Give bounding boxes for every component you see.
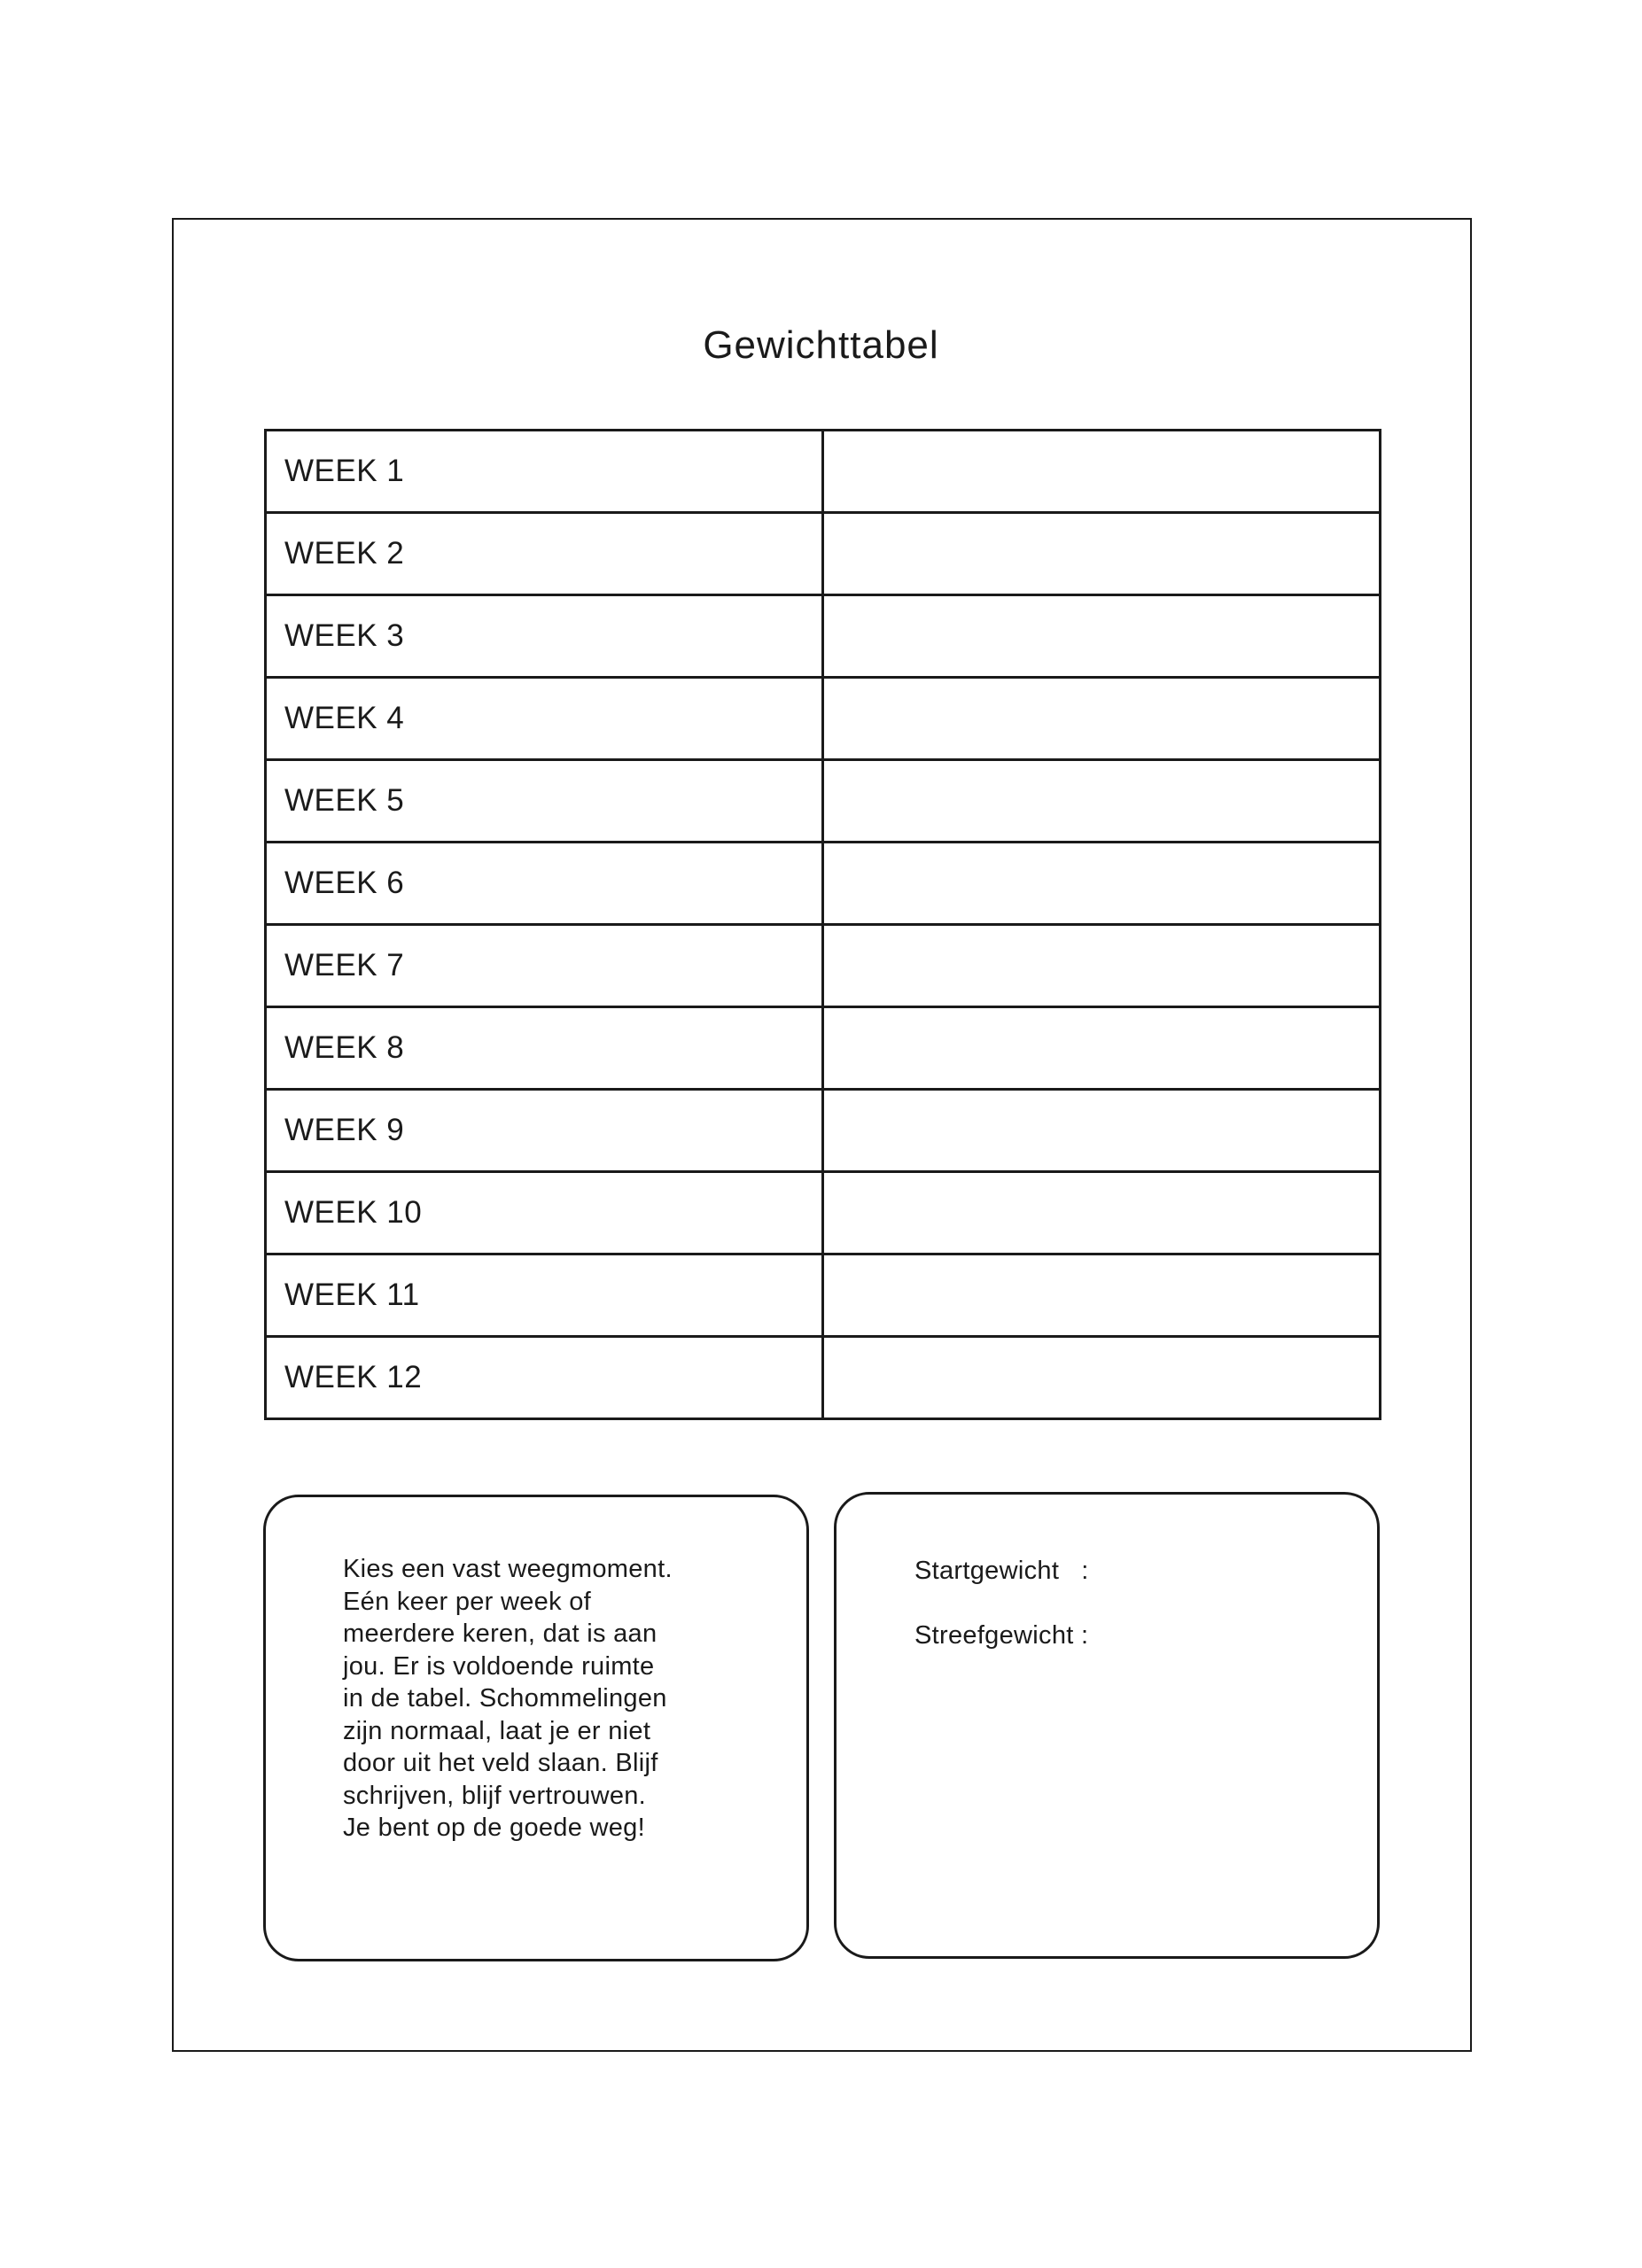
tips-line: Eén keer per week of — [343, 1587, 592, 1616]
tips-line: Je bent op de goede weg! — [343, 1814, 645, 1842]
table-row — [266, 431, 1381, 513]
weight-entry-cell[interactable] — [823, 925, 1381, 1007]
week-label: WEEK 1 — [266, 431, 823, 513]
weight-entry-cell[interactable] — [823, 843, 1381, 925]
week-label: WEEK 8 — [266, 1007, 823, 1090]
week-label: WEEK 7 — [266, 925, 823, 1007]
weight-entry-cell[interactable] — [823, 431, 1381, 513]
week-label: WEEK 11 — [266, 1254, 823, 1337]
week-label: WEEK 2 — [266, 513, 823, 595]
week-label: WEEK 10 — [266, 1172, 823, 1254]
table-row — [266, 678, 1381, 760]
tips-box — [263, 1495, 809, 1961]
table-row — [266, 760, 1381, 843]
weight-entry-cell[interactable] — [823, 595, 1381, 678]
table-row — [266, 1172, 1381, 1254]
week-label: WEEK 9 — [266, 1090, 823, 1172]
weight-entry-cell[interactable] — [823, 1007, 1381, 1090]
table-row — [266, 1090, 1381, 1172]
weight-entry-cell[interactable] — [823, 1337, 1381, 1419]
week-label: WEEK 12 — [266, 1337, 823, 1419]
tips-line: in de tabel. Schommelingen — [343, 1684, 667, 1713]
tips-line: zijn normaal, laat je er niet — [343, 1716, 651, 1745]
weight-entry-cell[interactable] — [823, 678, 1381, 760]
weight-entry-cell[interactable] — [823, 1172, 1381, 1254]
table-row — [266, 1337, 1381, 1419]
table-row — [266, 1007, 1381, 1090]
goals-box — [834, 1492, 1380, 1959]
week-label: WEEK 6 — [266, 843, 823, 925]
weight-entry-cell[interactable] — [823, 513, 1381, 595]
table-row — [266, 513, 1381, 595]
table-row — [266, 1254, 1381, 1337]
tips-line: schrijven, blijf vertrouwen. — [343, 1781, 647, 1810]
week-label: WEEK 4 — [266, 678, 823, 760]
table-row — [266, 595, 1381, 678]
week-label: WEEK 5 — [266, 760, 823, 843]
tips-text — [343, 1553, 751, 1845]
target-weight-label: Streefgewicht : — [914, 1621, 1089, 1650]
table-row — [266, 925, 1381, 1007]
week-label: WEEK 3 — [266, 595, 823, 678]
page-title: Gewichttabel — [703, 323, 939, 367]
weight-entry-cell[interactable] — [823, 760, 1381, 843]
weight-entry-cell[interactable] — [823, 1254, 1381, 1337]
weight-entry-cell[interactable] — [823, 1090, 1381, 1172]
weight-table — [264, 429, 1381, 1420]
tips-line: Kies een vast weegmoment. — [343, 1555, 673, 1583]
tips-line: door uit het veld slaan. Blijf — [343, 1749, 658, 1777]
tips-line: jou. Er is voldoende ruimte — [343, 1651, 655, 1681]
tips-line: meerdere keren, dat is aan — [343, 1619, 658, 1648]
table-row — [266, 843, 1381, 925]
start-weight-label: Startgewicht : — [914, 1557, 1089, 1585]
